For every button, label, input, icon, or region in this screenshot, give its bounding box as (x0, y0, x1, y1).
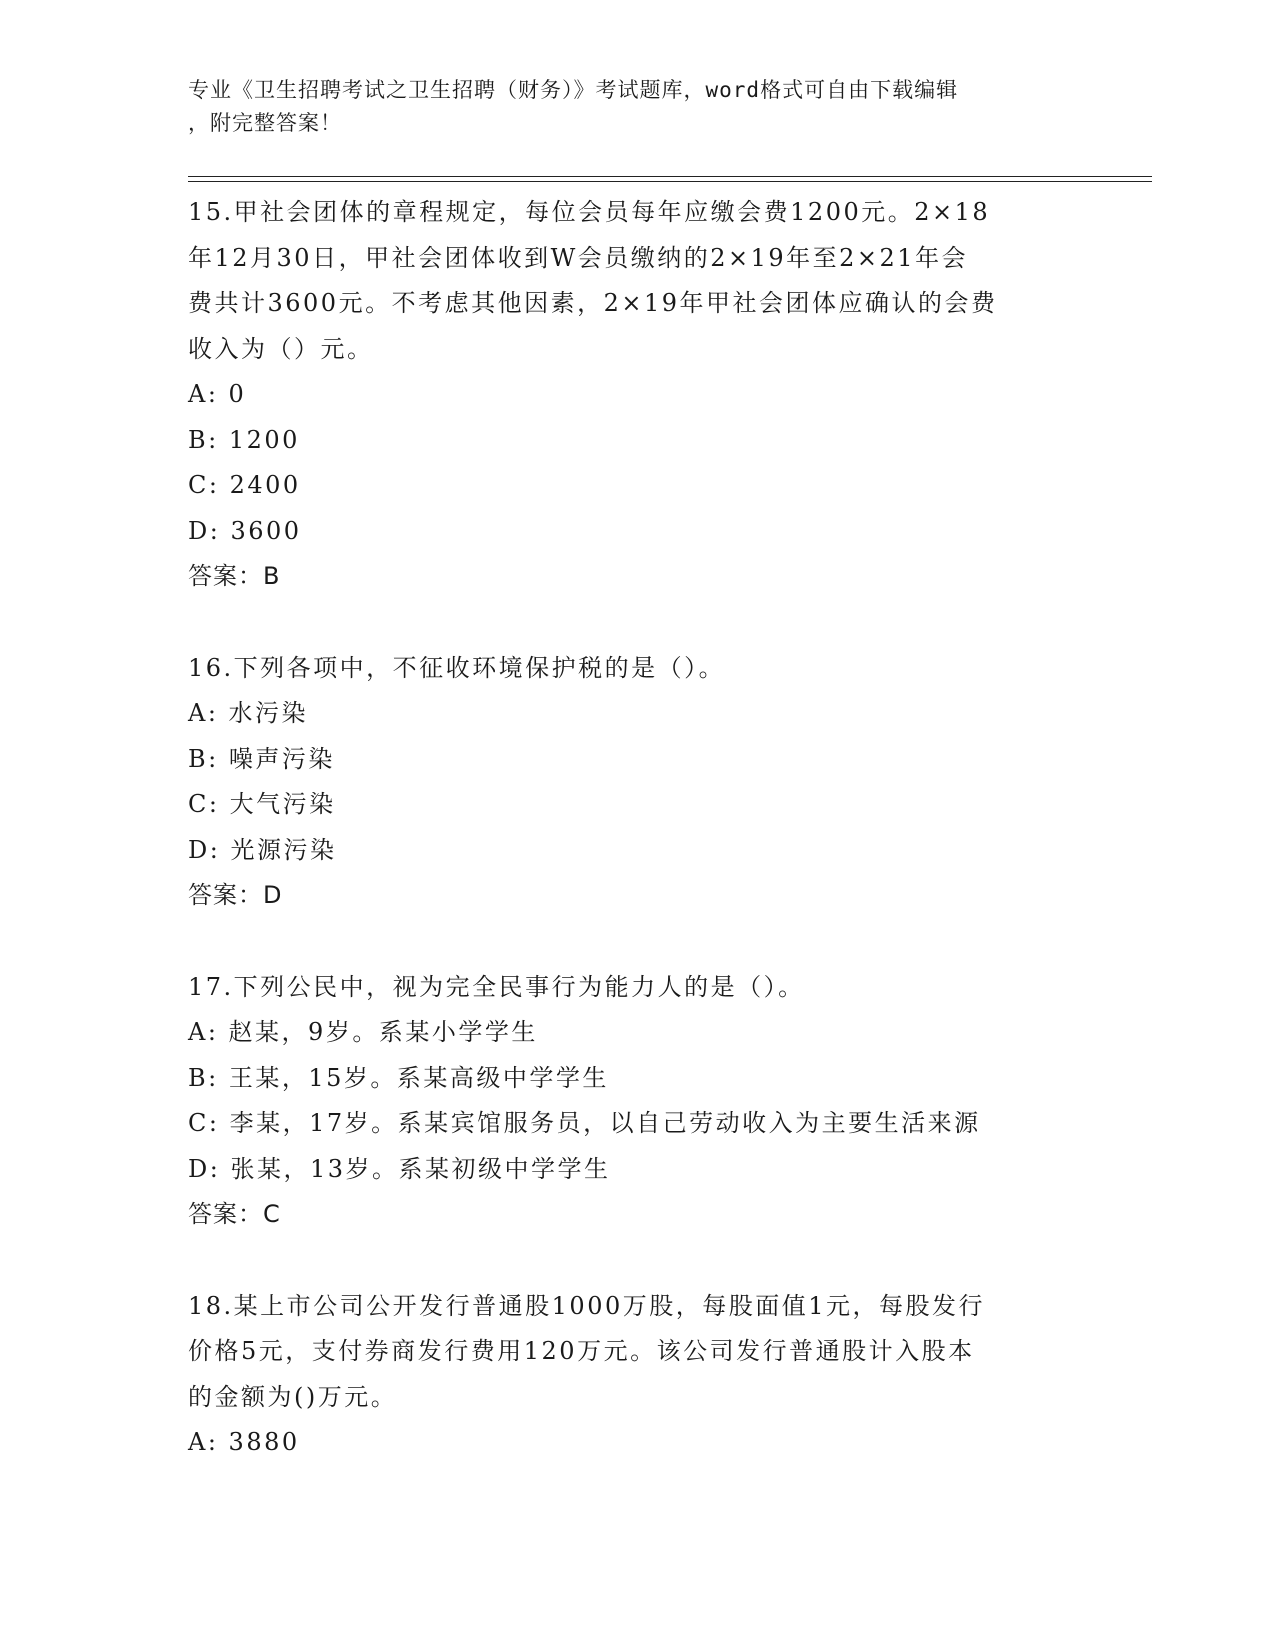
answer-key: 答案：B (188, 562, 281, 590)
option-a: A: 赵某，9岁。系某小学学生 (188, 1018, 538, 1046)
question-spacer (188, 600, 1078, 646)
question-17 (188, 965, 1078, 1238)
question-stem-line: 年12月30日，甲社会团体收到W会员缴纳的2×19年至2×21年会 (188, 243, 969, 272)
question-stem-line: 18.某上市公司公开发行普通股1000万股，每股面值1元，每股发行 (188, 1291, 986, 1320)
option-d: D: 3600 (188, 516, 302, 545)
question-16 (188, 646, 1078, 919)
question-stem-line: 16.下列各项中，不征收环境保护税的是（）。 (188, 653, 726, 682)
question-18 (188, 1284, 1078, 1466)
question-stem-line: 价格5元，支付券商发行费用120万元。该公司发行普通股计入股本 (188, 1337, 975, 1365)
option-c: C: 大气污染 (188, 790, 336, 818)
option-b: B: 噪声污染 (188, 744, 335, 773)
option-a: A: 0 (188, 380, 247, 408)
option-a: A: 3880 (188, 1428, 300, 1456)
answer-key: 答案：C (188, 1200, 281, 1228)
option-c: C: 2400 (188, 471, 301, 499)
question-stem-line: 15.甲社会团体的章程规定，每位会员每年应缴会费1200元。2×18 (188, 198, 991, 226)
option-a: A: 水污染 (188, 699, 309, 727)
answer-key: 答案：D (188, 881, 283, 909)
header-divider-bottom (188, 181, 1152, 182)
option-c: C: 李某，17岁。系某宾馆服务员，以自己劳动收入为主要生活来源 (188, 1109, 981, 1137)
header-line-2: ，附完整答案！ (188, 111, 342, 135)
document-header (188, 74, 1068, 140)
question-15 (188, 190, 1078, 600)
question-stem-line: 费共计3600元。不考虑其他因素，2×19年甲社会团体应确认的会费 (188, 289, 998, 317)
question-spacer (188, 1238, 1078, 1284)
option-d: D: 光源污染 (188, 835, 337, 864)
question-list (188, 190, 1078, 1466)
option-b: B: 1200 (188, 425, 300, 454)
question-stem-line: 17.下列公民中，视为完全民事行为能力人的是（）。 (188, 972, 805, 1001)
header-line-1: 专业《卫生招聘考试之卫生招聘（财务）》考试题库，word格式可自由下载编辑 (188, 78, 959, 102)
question-spacer (188, 919, 1078, 965)
question-stem-line: 的金额为()万元。 (188, 1382, 398, 1411)
option-b: B: 王某，15岁。系某高级中学学生 (188, 1063, 609, 1092)
question-stem-line: 收入为（）元。 (188, 334, 374, 363)
option-d: D: 张某，13岁。系某初级中学学生 (188, 1154, 611, 1183)
header-divider-top (188, 176, 1152, 177)
